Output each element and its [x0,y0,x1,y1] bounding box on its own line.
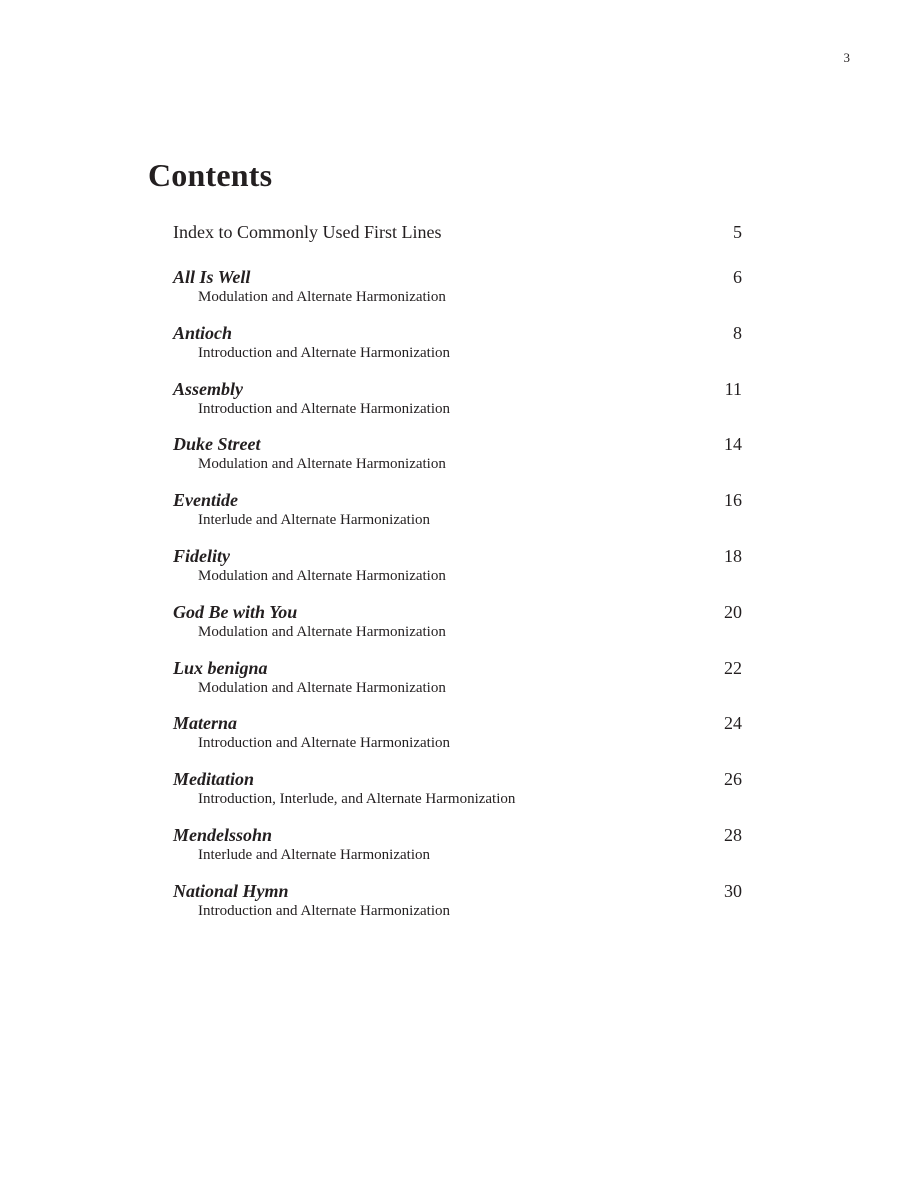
entry-page: 30 [724,880,742,901]
entry-page: 22 [724,657,742,678]
entry-title: Lux benigna [173,657,268,678]
entry-subtitle: Introduction, Interlude, and Alternate Harmonization [198,791,516,808]
entry-subtitle: Modulation and Alternate Harmonization [198,623,446,640]
entry-page: 28 [724,824,742,845]
entry-title: Fidelity [173,545,230,566]
entry-page: 8 [733,322,742,343]
entry-page: 6 [733,267,742,287]
entry-subtitle: Interlude and Alternate Harmonization [198,512,430,529]
entry-page: 11 [724,378,742,399]
entry-title: Meditation [173,769,255,790]
entry-subtitle: Modulation and Alternate Harmonization [198,456,446,473]
toc-entry[interactable] [173,323,742,379]
toc-entry[interactable] [173,602,742,658]
toc-entry[interactable] [173,379,742,435]
toc-entry[interactable] [173,434,742,490]
entry-page: 26 [724,769,742,790]
entry-subtitle: Modulation and Alternate Harmonization [198,289,446,305]
page-number: 3 [843,50,850,65]
entry-title: God Be with You [173,601,298,622]
toc-index-page: 5 [733,222,742,242]
toc-index-entry[interactable] [173,222,742,246]
toc-entry[interactable] [173,267,742,323]
toc-entry[interactable] [173,490,742,546]
toc-entry[interactable] [173,546,742,602]
table-of-contents [173,222,742,937]
entry-subtitle: Interlude and Alternate Harmonization [198,846,430,863]
toc-entry[interactable] [173,769,742,825]
entry-page: 18 [724,545,742,566]
entry-title: Assembly [173,378,243,399]
toc-entry[interactable] [173,881,742,937]
entry-title: National Hymn [173,880,289,901]
entry-title: Duke Street [173,434,261,455]
entry-subtitle: Introduction and Alternate Harmonization [198,400,451,417]
entry-title: Mendelssohn [173,824,273,845]
entry-title: Eventide [173,490,238,511]
entry-page: 16 [724,490,742,511]
entry-page: 14 [724,434,742,455]
toc-entry[interactable] [173,658,742,714]
entry-title: All Is Well [173,267,251,287]
entry-page: 24 [724,713,742,734]
entry-subtitle: Modulation and Alternate Harmonization [198,567,446,584]
toc-entry[interactable] [173,713,742,769]
entry-subtitle: Modulation and Alternate Harmonization [198,679,446,696]
page-title: Contents [148,157,273,193]
entry-subtitle: Introduction and Alternate Harmonization [198,902,451,919]
toc-entry[interactable] [173,825,742,881]
toc-index-label: Index to Commonly Used First Lines [173,222,442,242]
entry-subtitle: Introduction and Alternate Harmonization [198,344,451,361]
entry-subtitle: Introduction and Alternate Harmonization [198,735,451,752]
entry-page: 20 [724,601,742,622]
entry-title: Antioch [173,322,233,343]
entry-title: Materna [173,713,238,734]
